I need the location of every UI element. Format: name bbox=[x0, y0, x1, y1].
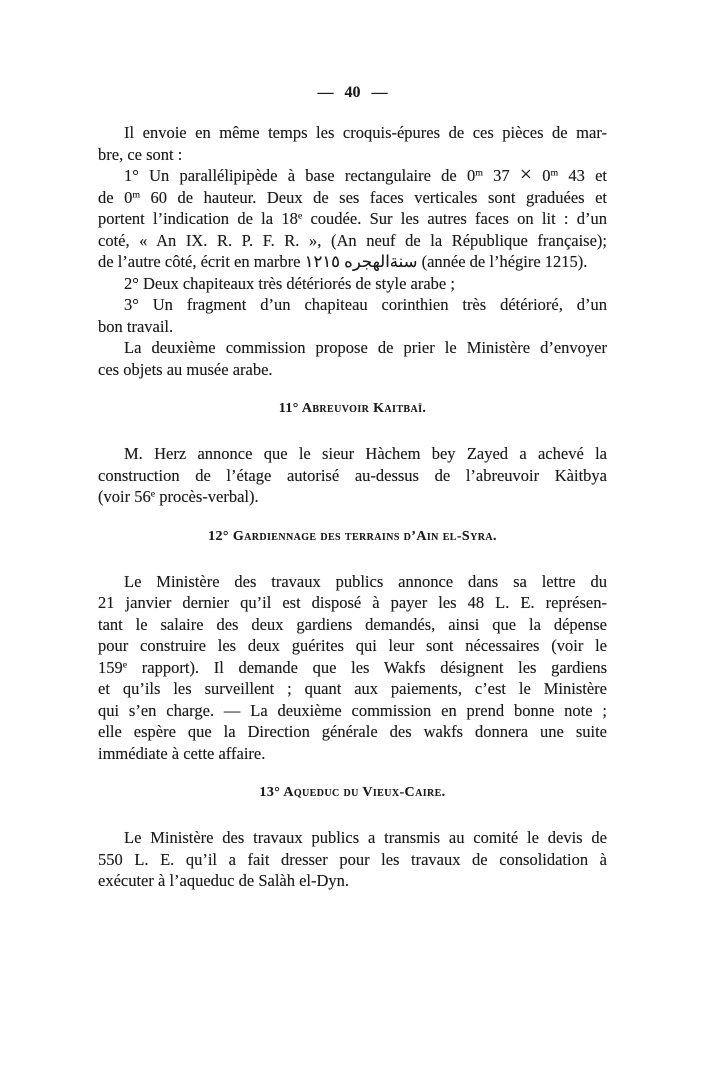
text-line: elle espère que la Direction générale des wakfs donnera une suite bbox=[98, 722, 607, 741]
document-body bbox=[98, 122, 607, 892]
text-line: M. Herz annonce que le sieur Hàchem bey Zayed a achevé la bbox=[124, 444, 607, 463]
text-line: ces objets au musée arabe. bbox=[98, 359, 273, 379]
text-line: immédiate à cette affaire. bbox=[98, 743, 266, 763]
text-line: 159e rapport). Il demande que les Wakfs désignent les gardiens bbox=[98, 657, 607, 677]
text-line: Le Ministère des travaux publics a transmis au comité le devis de bbox=[124, 828, 607, 847]
text-line: (voir 56e procès-verbal). bbox=[98, 487, 259, 506]
text-line: construction de l’étage autorisé au-dessus de l’abreuvoir Kàitbya bbox=[98, 465, 607, 485]
text-line: et qu’ils les surveillent ; quant aux paiements, c’est le Ministère bbox=[98, 679, 607, 698]
text-line: 550 L. E. qu’il a fait dresser pour les travaux de consolidation à bbox=[98, 849, 607, 869]
text-line: Le Ministère des travaux publics annonce dans sa lettre du bbox=[124, 571, 607, 591]
page-number: — 40 — bbox=[317, 84, 388, 101]
paragraph bbox=[98, 827, 607, 892]
section-heading: 11° Abreuvoir Kaitbaï. bbox=[278, 401, 427, 416]
text-line: pour construire les deux guérites qui leur sont nécessaires (voir le bbox=[98, 636, 607, 655]
text-line: 3° Un fragment d’un chapiteau corinthien très détérioré, d’un bbox=[124, 295, 607, 314]
text-line: exécuter à l’aqueduc de Salàh el-Dyn. bbox=[98, 871, 350, 890]
text-line: Il envoie en même temps les croquis-épures de ces pièces de mar- bbox=[124, 123, 607, 142]
text-line: tant le salaire des deux gardiens demandés, ainsi que la dépense bbox=[98, 614, 607, 634]
text-line: La deuxième commission propose de prier le Ministère d’envoyer bbox=[124, 338, 607, 357]
text-line: bre, ce sont : bbox=[98, 144, 183, 164]
text-line: 2° Deux chapiteaux très détériorés de style arabe ; bbox=[124, 273, 455, 293]
text-line: de 0$^m$ 60 de hauteur. Deux de ses faces verticales sont graduées et bbox=[98, 187, 608, 207]
paragraph bbox=[98, 273, 607, 295]
section-heading: 13° Aqueduc du Vieux-Caire. bbox=[259, 785, 446, 800]
paragraph bbox=[98, 294, 607, 337]
text-line: 21 janvier dernier qu’il est disposé à payer les 48 L. E. représen- bbox=[98, 593, 607, 612]
text-line: de l’autre côté, écrit en marbre سنةالهجره ١٢١٥ (année de l’hégire 1215). bbox=[98, 252, 588, 271]
paragraph bbox=[98, 337, 607, 380]
text-column bbox=[98, 84, 607, 892]
paragraph bbox=[98, 122, 607, 165]
text-line: portent l’indication de la 18e coudée. Sur les autres faces on lit : d’un bbox=[98, 209, 608, 228]
paragraph bbox=[98, 571, 607, 765]
text-line: 1° Un parallélipipède à base rectangulaire de 0$^m$ $37 \times 0^m$ 43 et bbox=[124, 162, 608, 186]
text-line: qui s’en charge. — La deuxième commission en prend bonne note ; bbox=[98, 700, 607, 720]
text-line: coté, « An IX. R. P. F. R. », (An neuf de la République française); bbox=[98, 230, 607, 250]
section-heading: 12° Gardiennage des terrains d’Ain el-Syra. bbox=[208, 528, 497, 544]
paragraph bbox=[98, 162, 608, 273]
paragraph bbox=[98, 443, 607, 508]
text-line: bon travail. bbox=[98, 316, 174, 336]
